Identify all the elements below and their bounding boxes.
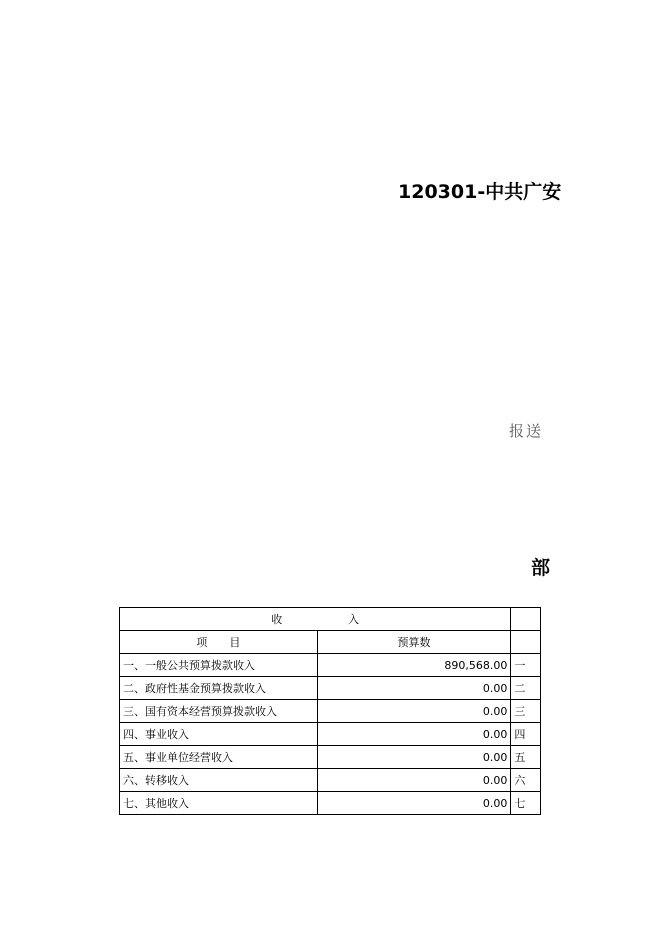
row-right-item: 五 [511,746,541,769]
table-row [120,769,541,792]
row-item: 六、转移收入 [120,769,318,792]
table-row [120,792,541,815]
table-row [120,746,541,769]
row-right-item: 六 [511,769,541,792]
row-item: 一、一般公共预算拨款收入 [120,654,318,677]
row-right-item: 四 [511,723,541,746]
row-item: 五、事业单位经营收入 [120,746,318,769]
table-heading: 部 [531,557,551,579]
row-item: 七、其他收入 [120,792,318,815]
row-amount: 0.00 [317,792,511,815]
row-amount: 0.00 [317,746,511,769]
table-row [120,677,541,700]
column-header-item: 项 目 [120,631,318,654]
row-amount: 890,568.00 [317,654,511,677]
row-item: 二、政府性基金预算拨款收入 [120,677,318,700]
row-item: 四、事业收入 [120,723,318,746]
row-right-item: 二 [511,677,541,700]
column-header-amount: 预算数 [317,631,511,654]
row-right-item: 三 [511,700,541,723]
truncated-header-cell [511,608,541,631]
row-item: 三、国有资本经营预算拨款收入 [120,700,318,723]
column-header-row [120,631,541,654]
submit-label: 报送 [509,422,544,440]
table-row [120,723,541,746]
row-right-item: 一 [511,654,541,677]
row-amount: 0.00 [317,677,511,700]
row-amount: 0.00 [317,723,511,746]
table-row [120,700,541,723]
truncated-column-header-cell [511,631,541,654]
row-right-item: 七 [511,792,541,815]
income-header-row [120,608,541,631]
budget-table [119,607,541,815]
row-amount: 0.00 [317,769,511,792]
document-title: 120301-中共广安 [398,181,562,203]
row-amount: 0.00 [317,700,511,723]
table-row [120,654,541,677]
income-header-cell: 收 入 [120,608,511,631]
